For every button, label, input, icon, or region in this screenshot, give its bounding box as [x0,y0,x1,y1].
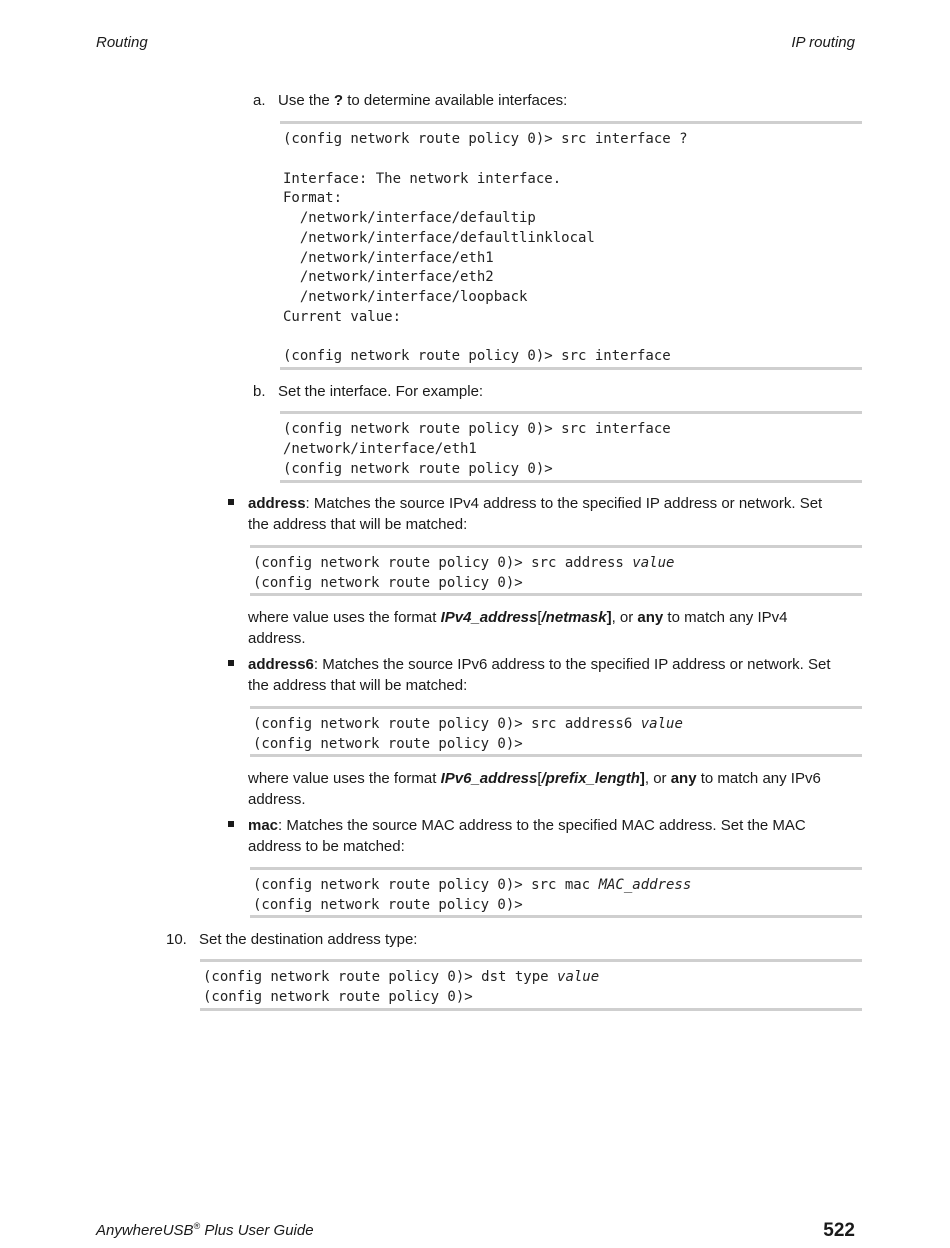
note-format: IPv6_address [440,770,538,787]
code-block-src-interface-example [280,411,862,483]
step-a-text-pre: Use the [278,92,334,109]
code-line: Current value: [283,308,402,325]
code-var: MAC_address [598,877,692,893]
step-a-question-mark: ? [333,92,344,109]
note-any: any [637,609,664,626]
footer-guide: Plus User Guide [200,1222,314,1239]
note-text: address. [248,630,306,647]
header-section-title: Routing [96,34,148,51]
note-bracket: ] [639,770,645,787]
address6-desc-2: the address that will be matched: [248,677,468,694]
address-description [248,493,822,535]
code-block-src-interface-help [280,121,862,370]
code-lines-a [280,130,862,367]
code-line: Format: [283,190,343,207]
step-b [253,381,483,402]
code-line: /network/interface/defaultlinklocal [283,229,595,246]
mac-desc-2: address to be matched: [248,838,405,855]
note-format: /prefix_length [541,770,640,787]
code-line: (config network route policy 0)> src interface ? [283,131,688,147]
code-line: (config network route policy 0)> [253,735,523,752]
note-text: , or [611,609,638,626]
code-line: (config network route policy 0)> [203,988,473,1005]
address6-format-note [248,768,821,810]
step-10-marker: 10. [166,931,187,948]
note-format: /netmask [541,609,607,626]
note-text: where value uses the format [248,609,441,626]
code-line: /network/interface/loopback [283,289,528,305]
code-var: value [557,969,600,985]
code-line: /network/interface/defaultip [283,210,536,226]
code-line: /network/interface/eth1 [283,249,494,266]
step-a-marker: a. [253,92,266,109]
note-text: where value uses the format [248,770,441,787]
note-text: to match any IPv6 [696,770,821,787]
code-block-dst-type [200,959,862,1011]
footer-guide-title [96,1221,314,1239]
note-bracket: ] [606,609,612,626]
mac-term: mac [248,817,279,834]
step-b-text: Set the interface. For example: [278,383,484,400]
code-line: (config network route policy 0)> src address6 [253,716,641,732]
code-line: (config network route policy 0)> src address [253,555,633,571]
registered-mark: ® [193,1221,201,1231]
address6-term: address6 [248,656,314,673]
code-block-src-address [250,545,862,596]
code-line: (config network route policy 0)> dst type [203,969,558,985]
code-block-src-mac [250,867,862,918]
footer-product: AnywhereUSB [96,1222,194,1239]
code-line: (config network route policy 0)> [253,574,523,591]
code-block-src-address6 [250,706,862,757]
bullet-address6 [228,660,234,666]
code-line: (config network route policy 0)> src interface [283,348,671,365]
code-line: (config network route policy 0)> src interface [283,421,671,437]
code-line: /network/interface/eth2 [283,269,494,286]
code-line: (config network route policy 0)> [253,896,523,913]
note-bracket: [ [537,770,542,787]
code-var: value [632,555,675,571]
code-line: Interface: The network interface. [283,170,562,187]
step-10 [166,929,417,950]
address-desc-1: : Matches the source IPv4 address to the specified IP address or network. Set [305,495,823,512]
note-any: any [670,770,697,787]
address-format-note [248,607,788,649]
header-topic-title: IP routing [791,34,855,51]
code-line: (config network route policy 0)> src mac [253,877,599,893]
note-bracket: [ [537,609,542,626]
step-a [253,90,567,111]
code-line: (config network route policy 0)> [283,460,553,477]
step-a-text-post: to determine available interfaces: [343,92,568,109]
address6-desc-1: : Matches the source IPv6 address to the specified IP address or network. Set [313,656,831,673]
note-text: address. [248,791,306,808]
address-term: address [248,495,306,512]
note-text: , or [644,770,671,787]
code-var: value [640,716,683,732]
bullet-address [228,499,234,505]
code-line: /network/interface/eth1 [283,440,477,457]
mac-desc-1: : Matches the source MAC address to the specified MAC address. Set the MAC [278,817,806,834]
step-10-text: Set the destination address type: [199,931,418,948]
note-format: IPv4_address [440,609,538,626]
code-lines-b [280,420,862,479]
page-number: 522 [823,1220,855,1241]
address-desc-2: the address that will be matched: [248,516,468,533]
mac-description [248,815,806,857]
address6-description [248,654,831,696]
note-text: to match any IPv4 [663,609,788,626]
bullet-mac [228,821,234,827]
step-b-marker: b. [253,383,266,400]
